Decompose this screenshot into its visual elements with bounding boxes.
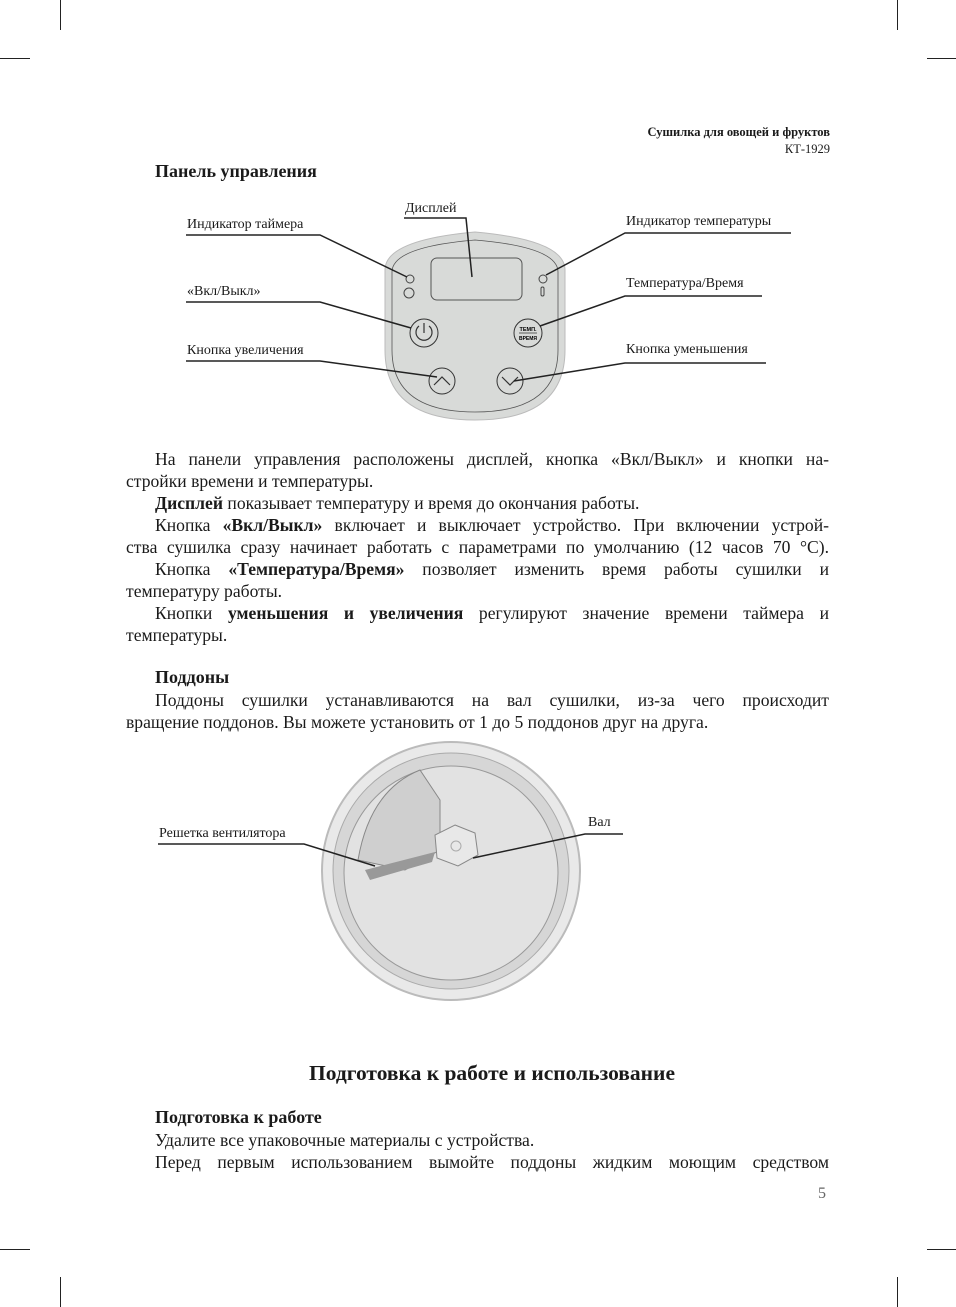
header-model: КТ-1929 xyxy=(784,142,830,156)
page-number: 5 xyxy=(818,1185,826,1202)
text-segment: регулируют значение времени таймера и xyxy=(463,603,830,623)
header-product-text: Сушилка для овощей и фруктов xyxy=(647,125,830,139)
text-segment: температуры. xyxy=(126,625,228,645)
temp-button-label: ТЕМП. xyxy=(519,327,537,333)
text-line xyxy=(126,536,829,558)
text-line xyxy=(155,492,829,514)
text-line xyxy=(155,1151,829,1173)
text-segment: Кнопки xyxy=(155,603,228,623)
text-line xyxy=(126,711,829,733)
time-button-label: ВРЕМЯ xyxy=(518,336,538,342)
text-segment: На панели управления расположены дисплей, кнопка «Вкл/Выкл» и кнопки на- xyxy=(155,449,829,469)
text-line xyxy=(126,470,829,492)
text-segment: вращение поддонов. Вы можете установить от 1 до 5 поддонов друг на друга. xyxy=(126,712,709,732)
text-segment: Удалите все упаковочные материалы с устройства. xyxy=(155,1130,535,1150)
text-line xyxy=(155,558,829,580)
text-segment: позволяет изменить время работы сушилки и xyxy=(404,559,829,579)
label-display: Дисплей xyxy=(405,201,457,216)
bold-term: «Вкл/Выкл» xyxy=(222,515,323,535)
text-line xyxy=(126,624,829,646)
text-line xyxy=(155,602,829,624)
label-temp-time: Температура/Время xyxy=(626,276,744,291)
bold-term: Дисплей xyxy=(155,493,224,513)
text-segment: Кнопка xyxy=(155,515,223,535)
label-decrease: Кнопка уменьшения xyxy=(626,342,748,357)
tray-photo xyxy=(322,742,580,1000)
text-segment: включает и выключает устройство. При включении устрой- xyxy=(322,515,829,535)
text-line xyxy=(155,1129,829,1151)
text-line xyxy=(155,689,829,711)
subsection-title-prep: Подготовка к работе xyxy=(155,1107,322,1127)
section-title-panel: Панель управления xyxy=(155,161,317,181)
label-shaft: Вал xyxy=(588,815,611,830)
text-segment: Перед первым использованием вымойте поддоны жидким моющим средством xyxy=(155,1152,829,1172)
text-line xyxy=(126,580,829,602)
text-segment: стройки времени и температуры. xyxy=(126,471,374,491)
label-fan-grille: Решетка вентилятора xyxy=(159,826,286,841)
label-temp-indicator: Индикатор температуры xyxy=(626,214,772,229)
label-timer-indicator: Индикатор таймера xyxy=(187,217,304,232)
label-power: «Вкл/Выкл» xyxy=(187,284,261,299)
text-segment: показывает температуру и время до окончания работы. xyxy=(223,493,640,513)
text-segment: температуру работы. xyxy=(126,581,283,601)
text-line xyxy=(155,514,829,536)
section-title-prep: Подготовка к работе и использование xyxy=(309,1061,675,1085)
text-segment: Поддоны сушилки устанавливаются на вал сушилки, из-за чего происходит xyxy=(155,690,829,710)
label-increase: Кнопка увеличения xyxy=(187,343,304,358)
bold-term: «Температура/Время» xyxy=(228,559,405,579)
bold-term: уменьшения и увеличения xyxy=(227,603,464,623)
text-segment: Кнопка xyxy=(155,559,229,579)
section-title-trays: Поддоны xyxy=(155,667,230,687)
text-line xyxy=(155,448,829,470)
text-segment: ства сушилка сразу начинает работать с параметрами по умолчанию (12 часов 70 °C). xyxy=(126,537,829,557)
